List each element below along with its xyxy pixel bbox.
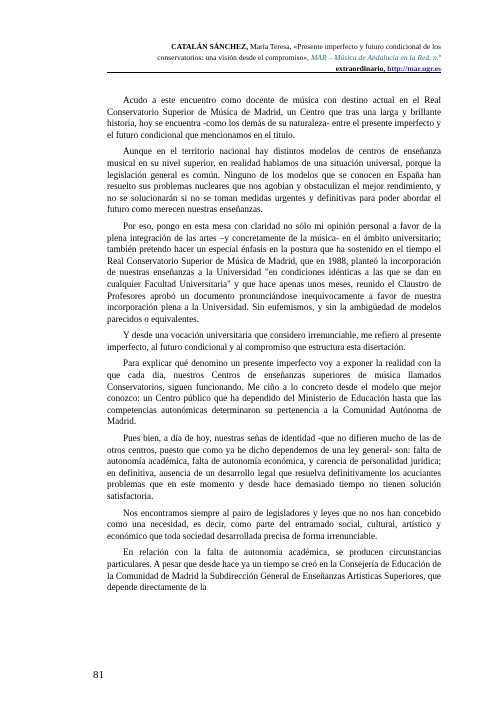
- paragraph: Por eso, pongo en esta mesa con claridad no sólo mi opinión personal a favor de la plena integración de las artes –y concretamente de la música- en el ámbito universitario; también pretendo hacer un especial énfasis en la postura que ha sostenido en el tiempo el Real Conservatorio Superior de Música de Madrid, que en 1988, planteó la incorporación de nuestras enseñanzas a la Universidad "en condiciones idénticas a las que se dan en cualquier Facultad Universitaria" y que hace apenas unos meses, reunido el Claustro de Profesores aprobó un documento pronunciándose inequívocamente a favor de nuestra incorporación plena a la Universidad. Sin eufemismos, y sin la ambigüedad de modelos parecidos o equivalentes.: [107, 220, 441, 324]
- header-title-end: conservatorios: una visión desde el compromiso»,: [157, 53, 310, 62]
- header-url-link[interactable]: http://mar.ugr.es: [387, 64, 441, 73]
- paragraph: Aunque en el territorio nacional hay distintos modelos de centros de enseñanza musical en su nivel superior, en realidad hablamos de una situación universal, porque la legislación general es común. Ninguno de los modelos que se conocen en España han resuelto sus problemas nucleares que nos agobian y obstaculizan el mejor rendimiento, y no se solucionarán si no se toman medidas urgentes y definitivas para poder abordar el futuro como merecen nuestras enseñanzas.: [107, 146, 441, 215]
- header-issue: extraordinario,: [335, 64, 386, 73]
- paragraph: Pues bien, a día de hoy, nuestras señas de identidad -que no difieren mucho de las de otros centros, puesto que como ya he dicho dependemos de una ley general- son: falta de autonomía académica, falta de autonomía económica, y carencia de personalidad jurídica; en definitiva, ausencia de un desarrollo legal que resuelva definitivamente los acuciantes problemas que en este momento y desde hace demasiado tiempo no tienen solución satisfactoria.: [107, 433, 441, 501]
- header-journal: MAR – Música de Andalucía en la Red, n.º: [309, 53, 441, 62]
- page-number: 81: [93, 669, 104, 681]
- running-header: [61, 41, 441, 74]
- paragraph: Y desde una vocación universitaria que considero irrenunciable, me refiero al presente imperfecto, al futuro condicional y al compromiso que estructura esta disertación.: [107, 330, 441, 352]
- header-title-start: María Teresa, «Presente imperfecto y futuro condicional de los: [248, 42, 441, 51]
- header-rule: [107, 72, 441, 73]
- body-text: [107, 95, 441, 599]
- header-author: CATALÁN SÁNCHEZ,: [171, 42, 249, 51]
- paragraph: Nos encontramos siempre al pairo de legisladores y leyes que no nos han concebido como una necesidad, es decir, como parte del entramado social, cultural, artístico y económico que toda sociedad desarrollada precisa de forma irrenunciable.: [107, 507, 441, 541]
- paragraph: En relación con la falta de autonomía académica, se producen circunstancias particulares. A pesar que desde hace ya un tiempo se creó en la Consejería de Educación de la Comunidad de Madrid la Subdirección General de Enseñanzas Artísticas Superiores, que depende directamente de la: [107, 547, 441, 593]
- paragraph: Para explicar qué denomino un presente imperfecto voy a exponer la realidad con la que cada día, nuestros Centros de enseñanzas superiores de música llamados Conservatorios, siguen funcionando. Me ciño a lo concreto desde el modelo que mejor conozco: un Centro público que ha dependido del Ministerio de Educación hasta que las competencias autonómicas determinaron su pertenencia a la Comunidad Autónoma de Madrid.: [107, 358, 441, 427]
- paragraph: Acudo a este encuentro como docente de música con destino actual en el Real Conservatorio Superior de Música de Madrid, un Centro que tras una larga y brillante historia, hoy se encuentra -como los demás de su naturaleza- entre el presente imperfecto y el futuro condicional que mencionamos en el título.: [107, 95, 441, 140]
